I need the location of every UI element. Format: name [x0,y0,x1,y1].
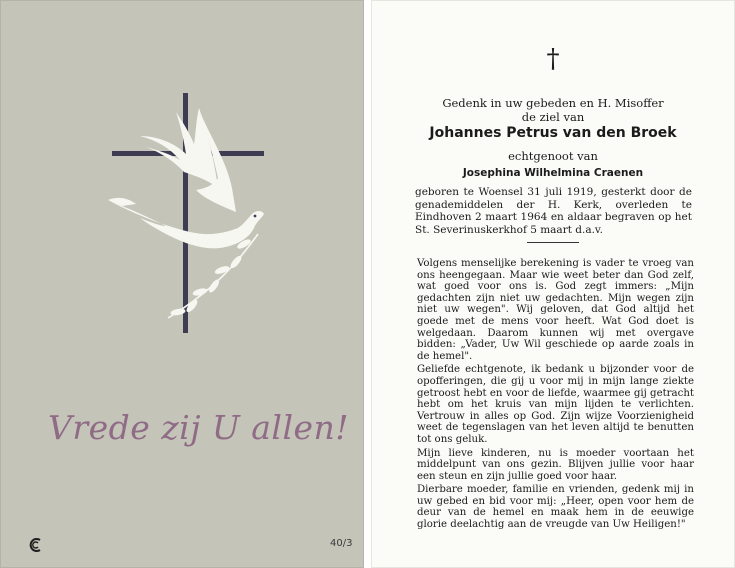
intro-line-2: de ziel van [521,110,585,124]
print-code: 40/3 [330,538,353,549]
paragraph: Geliefde echtgenote, ik bedank u bijzonder voor de opofferingen, die gij u voor mij in mijn lange ziekte getroost hebt en voor de liefde, waarmee gij getracht hebt om het kruis van mijn lijden te verlichten. Vertrouw in alles op God. Zijn wijze Voorzienigheid weet de tegenslagen van het leven altijd te benutten tot ons geluk. [417,364,694,445]
paragraph: Volgens menselijke berekening is vader te vroeg van ons heengegaan. Maar wie weet beter dan God zelf, wat goed voor ons is. God zegt immers: „Mijn gedachten zijn niet uw gedachten. Mijn wegen zijn niet uw wegen". Wij geloven, dat God altijd het goede met de mens voor heeft. Wat God doet is welgedaan. Daarom kunnen wij met overgave bidden: „Vader, Uw Wil geschiede op aarde zoals in de hemel". [417,258,694,362]
spouse-name: Josephina Wilhelmina Craenen [462,167,644,179]
motto-text: Vrede zij U allen! [48,408,350,447]
cross-icon: † [546,44,560,74]
intro-line-1: Gedenk in uw gebeden en H. Misoffer [442,96,664,110]
deceased-name: Johannes Petrus van den Broek [429,125,677,141]
back-card [371,0,735,568]
paragraph: Mijn lieve kinderen, nu is moeder voortaan het middelpunt van ons gezin. Blijven jullie voor haar een steun en zijn jullie goed voor haar. [417,447,694,482]
printer-mark-icon [28,537,44,553]
paragraph: Dierbare moeder, familie en vrienden, gedenk mij in uw gebed en bid voor mij: „Heer, open voor hem de deur van de hemel en maak hem in de eeuwige glorie deelachtig aan de vreugde van Uw Heiligen!" [417,484,694,531]
front-card [0,0,364,568]
body-text [417,258,694,533]
spouse-label: echtgenoot van [508,149,598,163]
divider [527,242,579,243]
cross-dove-illustration [0,0,364,568]
biography: geboren te Woensel 31 juli 1919, gesterkt door de genademiddelen der H. Kerk, overleden te Eindhoven 2 maart 1964 en aldaar begraven op het St. Severinuskerkhof 5 maart d.a.v. [415,186,692,236]
